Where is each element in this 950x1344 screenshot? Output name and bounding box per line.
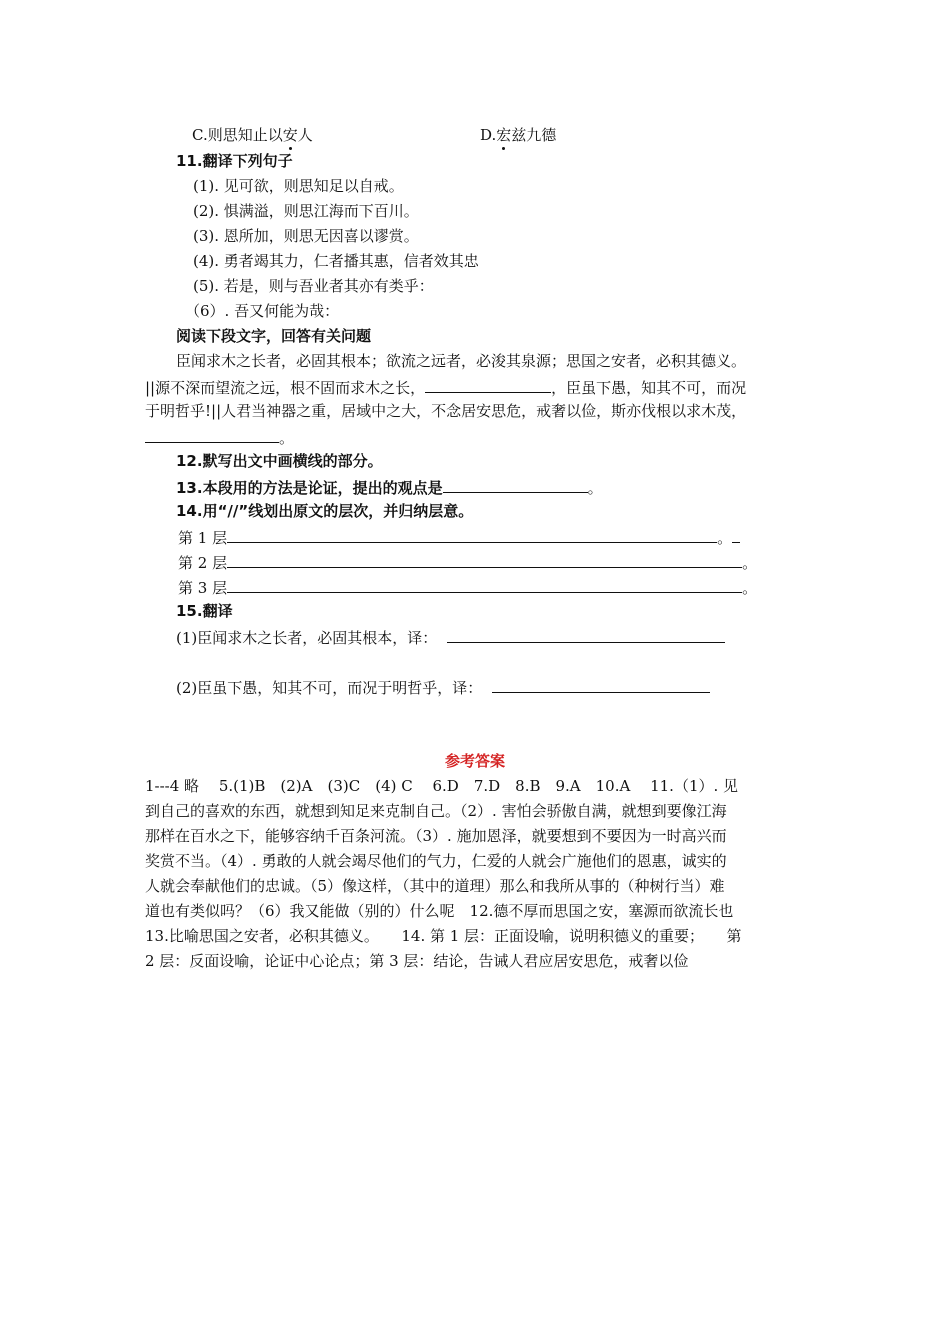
q15-answer-2-blank[interactable] <box>492 676 710 693</box>
q11-item-3: (3). 恩所加，则思无因喜以谬赏。 <box>193 227 419 245</box>
q11-item-2: (2). 惧满溢，则思江海而下百川。 <box>193 202 419 220</box>
reading-blank-1[interactable] <box>425 376 551 393</box>
q14-layer-1: 第 1 层 。 <box>178 526 740 548</box>
answer-line-2: 到自己的喜欢的东西，就想到知足来克制自己。（2）. 害怕会骄傲自满，就想到要像江海 <box>145 802 727 820</box>
answer-line-8: 2 层：反面设喻，论证中心论点；第 3 层：结论，告诫人君应居安思危，戒奢以俭 <box>145 952 689 970</box>
q14-title: 14.用“//”线划出原文的层次，并归纳层意。 <box>176 502 474 520</box>
q14-layer-2-blank[interactable] <box>227 551 742 568</box>
q15-sentence-2: (2)臣虽下愚，知其不可，而况于明哲乎，译： <box>176 676 710 698</box>
q15-answer-1-blank[interactable] <box>447 626 725 643</box>
q11-item-1: (1). 见可欲，则思知足以自戒。 <box>193 177 404 195</box>
q15-title: 15.翻译 <box>176 602 233 620</box>
q11-title: 11.翻译下列句子 <box>176 152 293 170</box>
option-d: D.宏兹九德 <box>480 126 557 144</box>
reading-title: 阅读下段文字，回答有关问题 <box>176 327 372 345</box>
emphasis-char: 安 <box>282 126 298 144</box>
answer-line-5: 人就会奉献他们的忠诚。（5）像这样，（其中的道理）那么和我所从事的（种树行当）难 <box>145 877 725 895</box>
q14-layer-3: 第 3 层 。 <box>178 576 757 598</box>
answer-line-4: 奖赏不当。（4）. 勇敢的人就会竭尽他们的气力，仁爱的人就会广施他们的恩惠，诚实的 <box>145 852 727 870</box>
reading-line-4: 。 <box>145 426 294 448</box>
answers-title: 参考答案 <box>444 752 505 770</box>
reading-blank-2[interactable] <box>145 426 279 443</box>
q13: 13.本段用的方法是论证，提出的观点是 。 <box>176 476 603 498</box>
option-c: C.则思知止以安人 <box>192 126 313 144</box>
reading-line-3: 于明哲乎!||人君当神器之重，居域中之大，不念居安思危，戒奢以俭，斯亦伐根以求木茂， <box>145 402 747 420</box>
answer-line-1: 1---4 略 5.(1)B (2)A (3)C (4) C 6.D 7.D 8.B 9.A 10.A 11.（1）. 见 <box>145 777 739 795</box>
answer-line-3: 那样在百水之下，能够容纳千百条河流。（3）. 施加恩泽，就要想到不要因为一时高兴而 <box>145 827 727 845</box>
emphasis-char: 宏 <box>496 126 512 144</box>
answer-line-6: 道也有类似吗？（6）我又能做（别的）什么呢 12.德不厚而思国之安，塞源而欲流长也 <box>145 902 734 920</box>
reading-line-2: ||源不深而望流之远，根不固而求木之长， ，臣虽下愚，知其不可，而况 <box>145 376 746 398</box>
q13-answer-blank[interactable] <box>443 476 588 493</box>
q14-layer-2: 第 2 层 。 <box>178 551 757 573</box>
q14-layer-3-blank[interactable] <box>227 576 742 593</box>
answer-line-7: 13.比喻思国之安者，必积其德义。 14. 第 1 层：正面设喻，说明积德义的重要； 第 <box>145 927 742 945</box>
q11-item-6: （6）. 吾又何能为哉： <box>185 302 340 320</box>
q14-layer-1-blank[interactable] <box>227 526 717 543</box>
q11-item-5: (5). 若是，则与吾业者其亦有类乎： <box>193 277 434 295</box>
q14-layer-1-tail <box>732 526 740 543</box>
q11-item-4: (4). 勇者竭其力，仁者播其惠，信者效其忠 <box>193 252 479 270</box>
reading-line-1: 臣闻求木之长者，必固其根本；欲流之远者，必浚其泉源；思国之安者，必积其德义。 <box>176 352 747 370</box>
q12: 12.默写出文中画横线的部分。 <box>176 452 383 470</box>
q15-sentence-1: (1)臣闻求木之长者，必固其根本，译： <box>176 626 725 648</box>
